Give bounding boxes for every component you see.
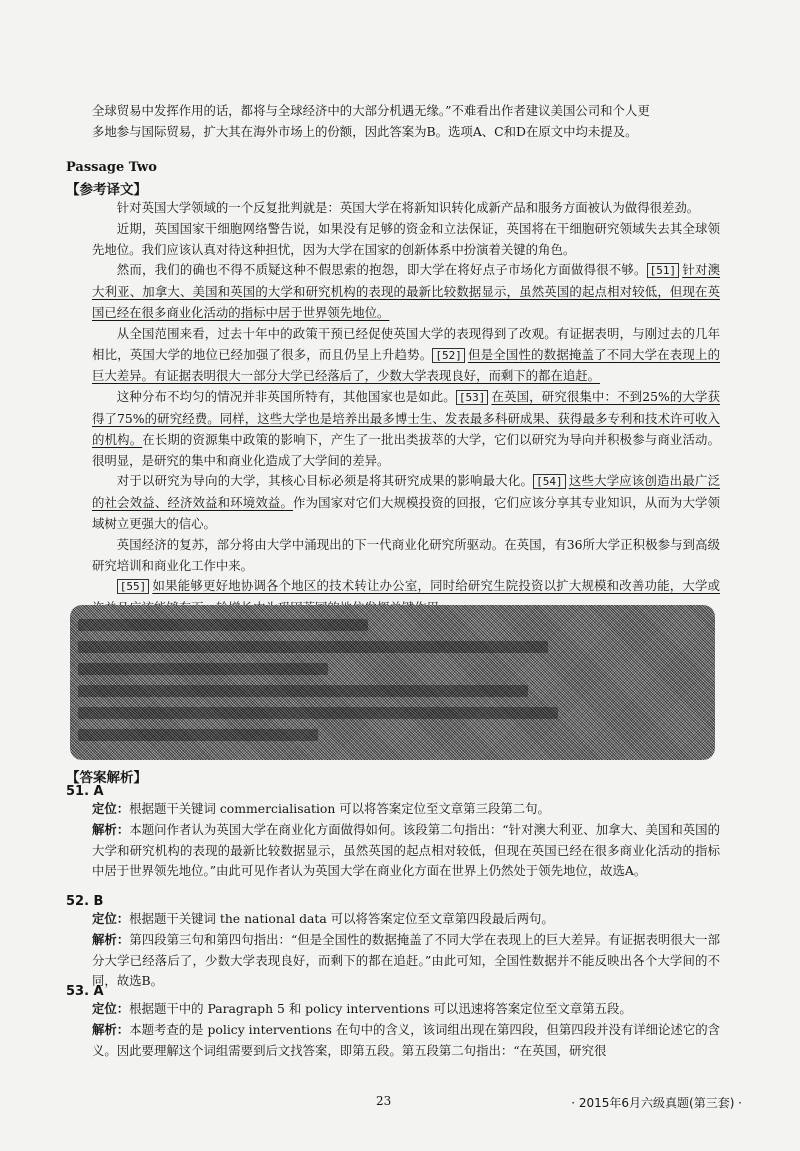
- translation-heading: 【参考译文】: [66, 182, 147, 198]
- translation-para-2: 近期，英国国家干细胞网络警告说，如果没有足够的资金和立法保证，英国将在干细胞研究领域失去其全球领先地位。我们应该认真对待这种担忧，因为大学在国家的创新体系中扮演着关键的角色。: [92, 220, 720, 257]
- question-marker-55: [55]: [117, 579, 150, 594]
- answer-52: [66, 894, 720, 992]
- answer-analysis: 解析：本题问作者认为英国大学在商业化方面做得如何。该段第二句指出：“针对澳大利亚、加拿大、美国和英国的大学和研究机构的表现的最新比较数据显示，虽然英国的起点相对较低，但现在英国已经在很多商业化活动的指标中居于世界领先地位。”由此可见作者认为英国大学在商业化方面在世界上仍然处于领先地位，故选A。: [92, 821, 721, 879]
- intro-paragraph: [92, 100, 720, 142]
- footer-exam-title: · 2015年6月六级真题(第三套) ·: [571, 1096, 742, 1110]
- answer-number: 53. A: [66, 984, 104, 999]
- question-marker-51: [51]: [647, 263, 680, 278]
- answer-locate: 定位：根据题干关键词 commercialisation 可以将答案定位至文章第三段第二句。: [92, 801, 550, 816]
- translation-para-1: 针对英国大学领域的一个反复批判就是：英国大学在将新知识转化成新产品和服务方面被认为做得很差劲。: [116, 200, 700, 215]
- intro-line-2: 多地参与国际贸易，扩大其在海外市场上的份额，因此答案为B。选项A、C和D在原文中均未提及。: [92, 124, 638, 139]
- answer-analysis: 解析：第四段第三句和第四句指出：“但是全国性的数据掩盖了不同大学在表现上的巨大差异。有证据表明很大一部分大学已经落后了，少数大学表现良好，而剩下的都在追赶。”由此可知，全国性数据并不能反映出各个大学间的不同，故选B。: [92, 931, 721, 989]
- translation-body: [92, 198, 720, 619]
- para-4-underlined-1: 但是全国性的数据掩盖了不同大学在表现上的巨大差异。: [92, 346, 721, 384]
- para-4-text: 从全国范围来看，过去十年中的政策干预已经促使英国大学的表现得到了改观。有证据表明，与刚过去的几年相比，英国大学的地位已经加强了很多，而且仍呈上升趋势。: [92, 325, 720, 362]
- para-5-underlined: 在英国，研究很集中：不到25%的大学获得了75%的研究经费。同样，这些大学也是培养出最多博士生、发表最多科研成果、获得最多专利和技术许可收入的机构。: [92, 389, 720, 447]
- translation-para-4: [92, 324, 720, 387]
- obscured-line: [78, 641, 548, 653]
- intro-line-1: 全球贸易中发挥作用的话，都将与全球经济中的大部分机遇无缘。”不难看出作者建议美国公司和个人更: [92, 103, 650, 118]
- para-5-text: 这种分布不均匀的情况并非英国所特有，其他国家也是如此。: [116, 389, 456, 405]
- obscured-line: [78, 707, 558, 719]
- para-3-text: 然而，我们的确也不得不质疑这种不假思索的抱怨，即大学在将好点子市场化方面做得很不够。: [116, 262, 647, 278]
- answer-51: [66, 784, 720, 882]
- obscured-line: [78, 619, 368, 631]
- answer-number: 52. B: [66, 894, 104, 909]
- para-5-text-2: 在长期的资源集中政策的影响下，产生了一批出类拔萃的大学，它们以研究为导向并积极参与商业活动。很明显，是研究的集中和商业化造成了大学间的差异。: [92, 431, 721, 468]
- translation-para-3: [92, 260, 720, 323]
- page-number: 23: [376, 1094, 392, 1108]
- question-marker-52: [52]: [432, 348, 465, 363]
- obscured-line: [78, 729, 318, 741]
- para-6-text: 对于以研究为导向的大学，其核心目标必须是将其研究成果的影响最大化。: [116, 473, 534, 489]
- answer-number: 51. A: [66, 784, 104, 799]
- answer-locate: 定位：根据题干中的 Paragraph 5 和 policy interventions 可以迅速将答案定位至文章第五段。: [92, 1001, 632, 1016]
- question-marker-53: [53]: [456, 390, 489, 405]
- translation-para-7: 英国经济的复苏，部分将由大学中涌现出的下一代商业化研究所驱动。在英国，有36所大学正积极参与到高级研究培训和商业化工作中来。: [92, 536, 720, 573]
- para-6-text-2: 作为国家对它们大规模投资的回报，它们应该分享其专业知识，从而为大学领域树立更强大的信心。: [92, 495, 720, 531]
- para-3-underlined: 针对澳大利亚、加拿大、美国和英国的大学和研究机构的表现的最新比较数据显示，虽然英国的起点相对较低，但现在英国已经在很多商业化活动的指标中居于世界领先地位。: [92, 262, 721, 320]
- obscured-halftone-block: [70, 605, 715, 760]
- answer-locate: 定位：根据题干关键词 the national data 可以将答案定位至文章第四段最后两句。: [92, 911, 554, 926]
- passage-title: Passage Two: [66, 160, 157, 175]
- translation-para-6: [92, 471, 720, 534]
- para-4-underlined-2: 有证据表明很大一部分大学已经落后了，少数大学表现良好，而剩下的都在追赶。: [153, 368, 601, 384]
- para-6-underlined: 这些大学应该创造出最广泛的社会效益、经济效益和环境效益。: [92, 473, 721, 511]
- translation-para-5: [92, 387, 720, 471]
- analysis-heading: 【答案解析】: [66, 770, 147, 786]
- obscured-line: [78, 663, 328, 675]
- answer-analysis: 解析：本题考查的是 policy interventions 在句中的含义，该词组出现在第四段，但第四段并没有详细论述它的含义。因此要理解这个词组需要到后文找答案，即第五段。第五段第二句指出：“在英国，研究很: [92, 1021, 721, 1058]
- para-8-underlined: 如果能够更好地协调各个地区的技术转让办公室，同时给研究生院投资以扩大规模和改善功能，大学或: [152, 578, 720, 594]
- answer-53: [66, 984, 720, 1061]
- obscured-line: [78, 685, 528, 697]
- question-marker-54: [54]: [533, 474, 566, 489]
